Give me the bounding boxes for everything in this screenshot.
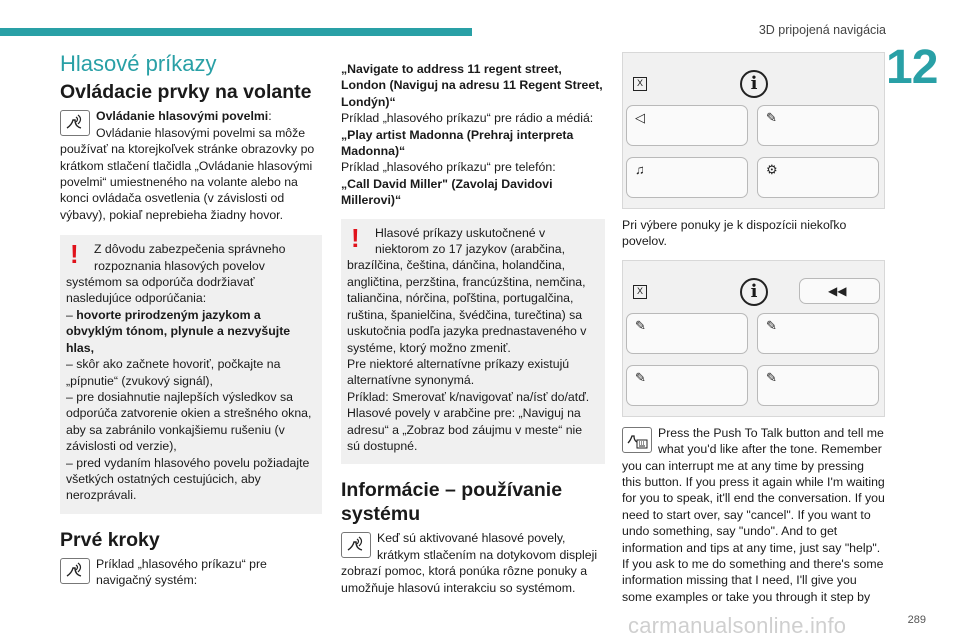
radio-example: „Play artist Madonna (Prehraj interpreta Madonna)“ [341,127,574,159]
pencil-icon: ✎ [766,110,777,125]
pencil-icon: ✎ [766,369,777,385]
warning-box-recognition [60,235,322,514]
warning-intro: Z dôvodu zabezpečenia správneho rozpoznania hlasových povelov systémom sa odporúča dodržiavať nasledujúce odporúčania: [66,242,286,306]
heading-system-info: Informácie – používanie systému [341,479,563,526]
pencil-icon: ✎ [766,317,777,333]
info-icon: i [740,278,768,306]
page-number: 289 [907,614,926,626]
warning-synonyms: Pre niektoré alternatívne príkazy existujú alternatívne synonymá. [347,356,570,388]
column-2 [341,61,605,598]
warning-arabic: Hlasové povely v arabčine pre: „Naviguj na adresu“ a „Zobraz bod záujmu v meste“ nie sú dostupné. [347,406,583,453]
column-3 [622,52,885,607]
screen-button [626,365,748,406]
warning-example: Príklad: Smerovať k/navigovať na/ísť do/atď. [347,389,590,404]
heading-first-steps: Prvé kroky [60,528,160,551]
first-steps-paragraph [60,556,322,589]
warning-box-languages [341,219,605,465]
info-text: Keď sú aktivované hlasové povely, krátkym stlačením na dotykovom displeji zobrazí pomoc, ktorá ponúka rôzne ponuky a umožňuje hlasovú interakciu so systémom. [341,531,598,595]
column-1 [60,51,322,591]
screen-button [757,365,879,406]
header-accent-bar [0,28,472,36]
screen-button [626,105,748,146]
watermark: carmanualsonline.info [628,613,847,638]
chapter-number: 12 [886,41,938,94]
screen-button [757,313,879,354]
nav-example: „Navigate to address 11 regent street, London (Naviguj na adresu 11 Regent Street, Londýn)“ [341,62,603,109]
screen-back-button [799,278,880,304]
caption-commands: Pri výbere ponuky je k dispozícii niekoľko povelov. [622,218,847,249]
voice-command-keyboard-icon [622,427,652,453]
warning-languages: Hlasové príkazy uskutočnené v niektorom zo 17 jazykov (arabčina, brazílčina, čeština, dánčina, holandčina, angličtina, perzština, francúzština, nemčina, taliančina, nórčina, poľština, portugalčina, ruština, španielčina, švédčina, turečtina) sa uskutočnia podľa jazyka prednastaveného v systéme, ktorý možno zmeniť. [347,225,587,355]
settings-icon: ⚙ [766,162,778,177]
info-icon: i [740,70,768,98]
screen-button [757,157,879,198]
warning-bullet: – hovorte prirodzeným jazykom a obvyklým tónom, plynule a nezvyšujte hlas, [66,307,291,355]
warning-icon: ! [70,239,79,270]
navigation-icon: ◁ [635,110,645,125]
push-to-talk-paragraph [622,425,885,605]
pencil-icon: ✎ [635,317,646,333]
screen-illustration-main [622,52,885,209]
screen-button [757,105,879,146]
warning-icon: ! [351,222,360,253]
steering-text: : Ovládanie hlasovými povelmi sa môže používať na ktorejkoľvek stránke obrazovky po krátkom stlačení tlačidla „Ovládanie hlasovými povelmi“ umiestneného na volante alebo na konci ovládača osvetlenia (v závislosti od výbavy), pokiaľ neprebieha žiadny hovor. [60,109,315,222]
steering-lead: Ovládanie hlasovými povelmi [96,109,269,124]
section-title: Hlasové príkazy [60,51,217,76]
running-head: 3D pripojená navigácia [758,23,886,37]
push-to-talk-text: Press the Push To Talk button and tell me what you'd like after the tone. Remember you can interrupt me at any time by pressing this button. If you press it again while I'm waiting for you to speak, it'll end the conversation. If you need to start over, say "cancel". If you want to undo something, say "undo". And to get information and tips at any time, just say "help". If you ask to me do something and there's some information missing that I need, I'll give you some examples or take you through it step by [622,425,885,604]
voice-command-icon [60,558,90,584]
info-paragraph [341,530,605,596]
screen-button [626,313,748,354]
warning-bullet: – pre dosiahnutie najlepších výsledkov sa odporúča zatvorenie okien a strešného okna, aby sa zabránilo vonkajšiemu rušeniu (v závislosti od verzie), [66,389,312,454]
music-icon: ♫ [635,162,645,177]
back-icon: ◀◀ [828,283,847,298]
close-icon: X [633,285,647,299]
voice-command-icon [60,110,90,136]
warning-bullet: – skôr ako začnete hovoriť, počkajte na „pípnutie“ (zvukový signál), [66,357,281,388]
radio-intro: Príklad „hlasového príkazu“ pre rádio a médiá: [341,111,594,126]
close-icon: X [633,77,647,91]
screen-button [626,157,748,198]
pencil-icon: ✎ [635,369,646,385]
steering-paragraph [60,108,322,223]
phone-example: „Call David Miller" (Zavolaj Davidovi Millerovi)“ [341,176,553,208]
voice-command-icon [341,532,371,558]
heading-steering-controls: Ovládacie prvky na volante [60,81,312,104]
warning-bullet: – pred vydaním hlasového povelu požiadajte všetkých ostatných cestujúcich, aby nerozprávali. [66,455,310,503]
screen-illustration-submenu [622,260,885,417]
first-steps-text: Príklad „hlasového príkazu“ pre navigačný systém: [96,556,267,588]
phone-intro: Príklad „hlasového príkazu“ pre telefón: [341,160,556,175]
